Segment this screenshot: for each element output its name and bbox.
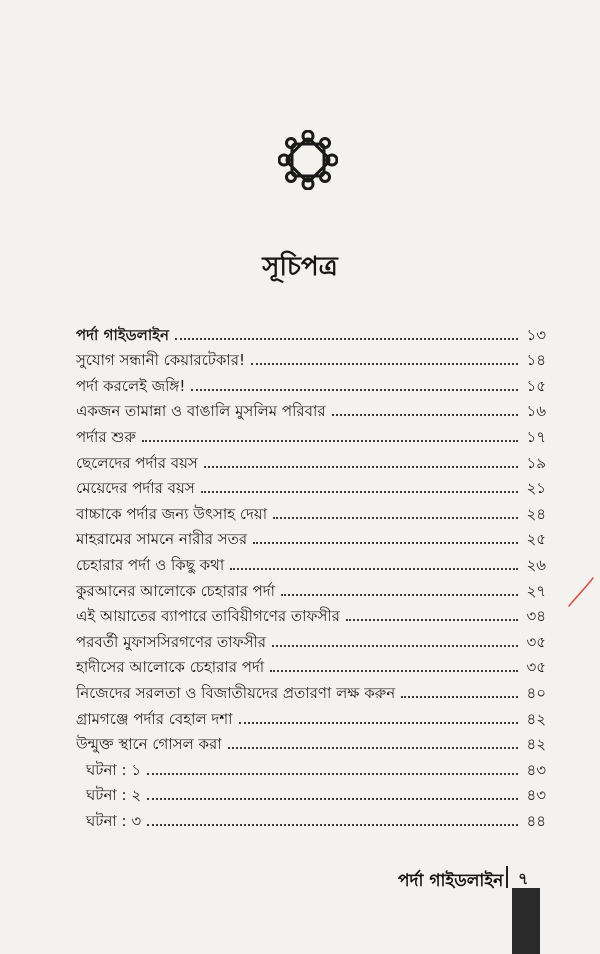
toc-dot-leader — [273, 517, 518, 519]
toc-entry-title: পর্দা গাইডলাইন — [76, 325, 169, 344]
footer-page-number: ৭ — [518, 869, 529, 888]
toc-dot-leader — [253, 542, 518, 544]
toc-entry-page-number: ২১ — [526, 479, 546, 498]
toc-dot-leader — [147, 824, 518, 826]
toc-entry — [76, 344, 546, 370]
toc-entry-page-number: ৪২ — [526, 735, 546, 754]
toc-entry — [76, 625, 546, 651]
toc-entry-title: এই আয়াতের ব্যাপারে তাবিয়ীগণের তাফসীর — [76, 607, 340, 626]
toc-entry — [76, 420, 546, 446]
footer-divider — [506, 866, 508, 888]
toc-entry-title: বাচ্চাকে পর্দার জন্য উৎসাহ দেয়া — [76, 504, 268, 523]
toc-entry-page-number: ৪০ — [526, 683, 546, 702]
toc-entry-title: পরবর্তী মুফাসসিরগণের তাফসীর — [76, 632, 267, 651]
toc-entry-page-number: ২৪ — [526, 504, 546, 523]
toc-entry-title: একজন তামান্না ও বাঙালি মুসলিম পরিবার — [76, 402, 326, 421]
footer-book-title: পর্দা গাইডলাইন — [398, 871, 504, 891]
toc-entry-page-number: ১৪ — [526, 351, 546, 370]
toc-entry-title: ছেলেদের পর্দার বয়স — [76, 453, 198, 472]
toc-entry-title: পর্দা করলেই জঙ্গি! — [76, 376, 186, 395]
toc-entry-title: সুযোগ সন্ধানী কেয়ারটেকার! — [76, 351, 246, 370]
toc-dot-leader — [175, 338, 518, 340]
toc-entry — [76, 318, 546, 344]
toc-entry-page-number: ১৭ — [526, 427, 546, 446]
toc-entry — [76, 702, 546, 728]
toc-entry-title: গ্রামগঞ্জে পর্দার বেহাল দশা — [76, 709, 233, 728]
table-of-contents — [76, 318, 546, 830]
toc-entry-page-number: ১৯ — [526, 453, 546, 472]
toc-entry-title: কুরআনের আলোকে চেহারার পর্দা — [76, 581, 276, 600]
toc-dot-leader — [147, 798, 518, 800]
toc-entry-page-number: ৪৪ — [526, 811, 546, 830]
toc-entry-page-number: ৩৫ — [526, 658, 546, 677]
toc-entry-title: নিজেদের সরলতা ও বিজাতীয়দের প্রতারণা লক্ষ করুন — [76, 683, 396, 702]
toc-dot-leader — [346, 619, 518, 621]
page-title: সূচিপত্র — [262, 252, 338, 282]
toc-entry-title: ঘটনা : ২ — [86, 786, 142, 805]
toc-dot-leader — [201, 491, 518, 493]
toc-dot-leader — [142, 440, 518, 442]
toc-entry-page-number: ৩৪ — [526, 607, 546, 626]
toc-entry — [76, 497, 546, 523]
toc-entry — [76, 523, 546, 549]
toc-entry-page-number: ১৬ — [526, 402, 546, 421]
toc-entry — [76, 676, 546, 702]
islamic-star-ornament-icon — [278, 130, 338, 190]
toc-entry-title: ঘটনা : ৩ — [86, 811, 142, 830]
toc-entry-page-number: ৪৩ — [526, 760, 546, 779]
toc-entry-title: উন্মুক্ত স্থানে গোসল করা — [76, 735, 222, 754]
page-edge-tab — [512, 888, 540, 954]
toc-entry-page-number: ৪৩ — [526, 786, 546, 805]
toc-entry-page-number: ২৫ — [526, 530, 546, 549]
toc-entry-page-number: ৪২ — [526, 709, 546, 728]
toc-entry — [76, 779, 546, 805]
toc-dot-leader — [228, 747, 518, 749]
toc-entry-page-number: ১৫ — [526, 376, 546, 395]
toc-dot-leader — [401, 696, 518, 698]
toc-entry-title: মেয়েদের পর্দার বয়স — [76, 479, 195, 498]
toc-entry — [76, 651, 546, 677]
toc-dot-leader — [251, 363, 518, 365]
toc-dot-leader — [332, 414, 518, 416]
toc-entry-title: হাদীসের আলোকে চেহারার পর্দা — [76, 658, 265, 677]
toc-entry — [76, 369, 546, 395]
toc-entry-title: পর্দার শুরু — [76, 427, 136, 446]
toc-entry — [76, 728, 546, 754]
toc-entry — [76, 574, 546, 600]
toc-entry-title: ঘটনা : ১ — [86, 760, 142, 779]
toc-entry — [76, 804, 546, 830]
toc-dot-leader — [230, 568, 518, 570]
toc-dot-leader — [147, 773, 518, 775]
toc-dot-leader — [239, 722, 518, 724]
toc-entry-page-number: ২৬ — [526, 555, 546, 574]
toc-entry-page-number: ২৭ — [526, 581, 546, 600]
toc-entry — [76, 753, 546, 779]
toc-entry — [76, 472, 546, 498]
toc-dot-leader — [281, 594, 518, 596]
toc-entry-title: চেহারার পর্দা ও কিছু কথা — [76, 555, 225, 574]
toc-dot-leader — [272, 645, 518, 647]
toc-entry — [76, 395, 546, 421]
toc-entry — [76, 548, 546, 574]
toc-dot-leader — [270, 670, 518, 672]
toc-entry-page-number: ৩৫ — [526, 632, 546, 651]
red-pen-mark-icon — [565, 576, 597, 610]
toc-entry — [76, 446, 546, 472]
toc-dot-leader — [191, 389, 518, 391]
toc-entry-title: মাহরামের সামনে নারীর সতর — [76, 530, 248, 549]
toc-entry-page-number: ১৩ — [526, 325, 546, 344]
toc-entry — [76, 600, 546, 626]
toc-dot-leader — [204, 466, 518, 468]
